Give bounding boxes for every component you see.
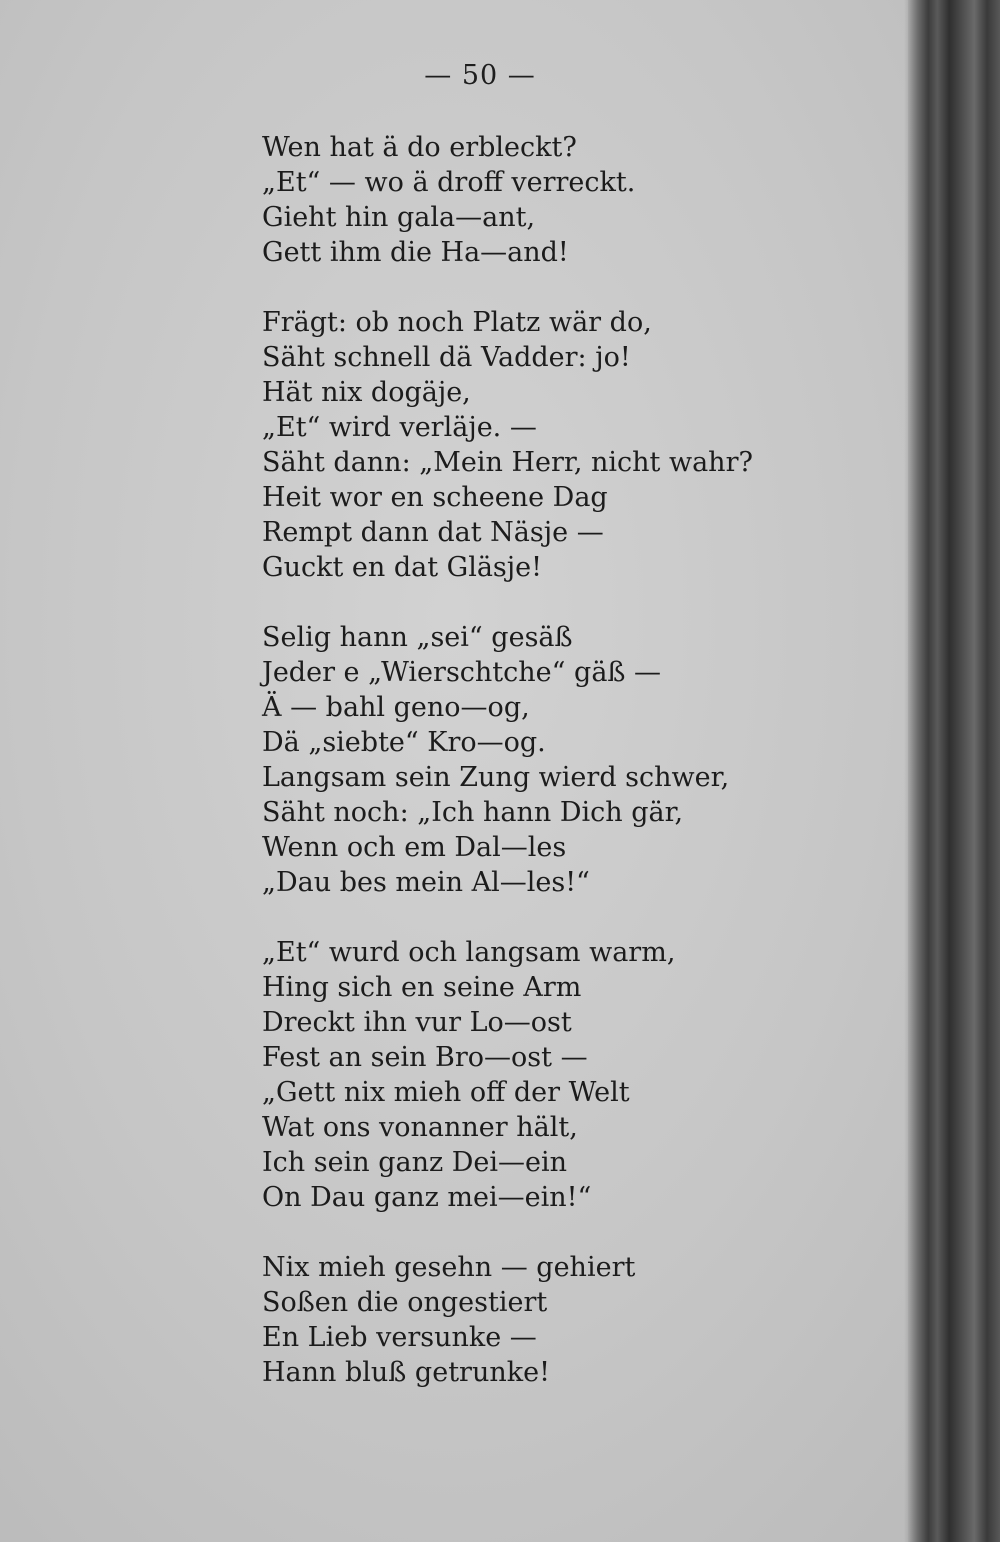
poem-line: Wen hat ä do erbleckt? bbox=[262, 132, 577, 163]
poem-line: Dä „siebte“ Kro—og. bbox=[262, 727, 546, 758]
poem-line: Frägt: ob noch Platz wär do, bbox=[262, 307, 652, 338]
book-spine bbox=[908, 0, 1000, 1542]
stanza-5 bbox=[262, 1250, 902, 1390]
poem-line: Wenn och em Dal—les bbox=[262, 832, 567, 863]
stanza-3 bbox=[262, 620, 902, 900]
poem-line: Hann bluß getrunke! bbox=[262, 1357, 550, 1388]
poem-line: Guckt en dat Gläsje! bbox=[262, 552, 542, 583]
poem-text bbox=[262, 130, 902, 1390]
poem-line: „Et“ — wo ä droff verreckt. bbox=[262, 167, 636, 198]
stanza-2 bbox=[262, 305, 902, 585]
poem-line: Langsam sein Zung wierd schwer, bbox=[262, 762, 730, 793]
poem-line: Säht dann: „Mein Herr, nicht wahr? bbox=[262, 447, 753, 478]
poem-line: „Dau bes mein Al—les!“ bbox=[262, 867, 590, 898]
poem-line: Dreckt ihn vur Lo—ost bbox=[262, 1007, 572, 1038]
poem-line: Fest an sein Bro—ost — bbox=[262, 1042, 588, 1073]
poem-line: Jeder e „Wierschtche“ gäß — bbox=[262, 657, 662, 688]
poem-line: Wat ons vonanner hält, bbox=[262, 1112, 578, 1143]
stanza-4 bbox=[262, 935, 902, 1215]
poem-line: Rempt dann dat Näsje — bbox=[262, 517, 604, 548]
poem-line: Nix mieh gesehn — gehiert bbox=[262, 1252, 636, 1283]
poem-line: „Et“ wurd och langsam warm, bbox=[262, 937, 676, 968]
poem-line: En Lieb versunke — bbox=[262, 1322, 537, 1353]
poem-line: Soßen die ongestiert bbox=[262, 1287, 548, 1318]
poem-line: Gieht hin gala—ant, bbox=[262, 202, 536, 233]
poem-line: Säht schnell dä Vadder: jo! bbox=[262, 342, 631, 373]
poem-line: Ä — bahl geno—og, bbox=[262, 692, 530, 723]
poem-line: „Et“ wird verläje. — bbox=[262, 412, 537, 443]
poem-line: Selig hann „sei“ gesäß bbox=[262, 622, 573, 653]
poem-line: Heit wor en scheene Dag bbox=[262, 482, 608, 513]
poem-line: Säht noch: „Ich hann Dich gär, bbox=[262, 797, 684, 828]
poem-line: Hing sich en seine Arm bbox=[262, 972, 582, 1003]
poem-line: „Gett nix mieh off der Welt bbox=[262, 1077, 630, 1108]
poem-line: Gett ihm die Ha—and! bbox=[262, 237, 569, 268]
stanza-1 bbox=[262, 130, 902, 270]
page-number: — 50 — bbox=[424, 60, 536, 91]
poem-line: Hät nix dogäje, bbox=[262, 377, 471, 408]
poem-line: On Dau ganz mei—ein!“ bbox=[262, 1182, 592, 1213]
poem-line: Ich sein ganz Dei—ein bbox=[262, 1147, 568, 1178]
